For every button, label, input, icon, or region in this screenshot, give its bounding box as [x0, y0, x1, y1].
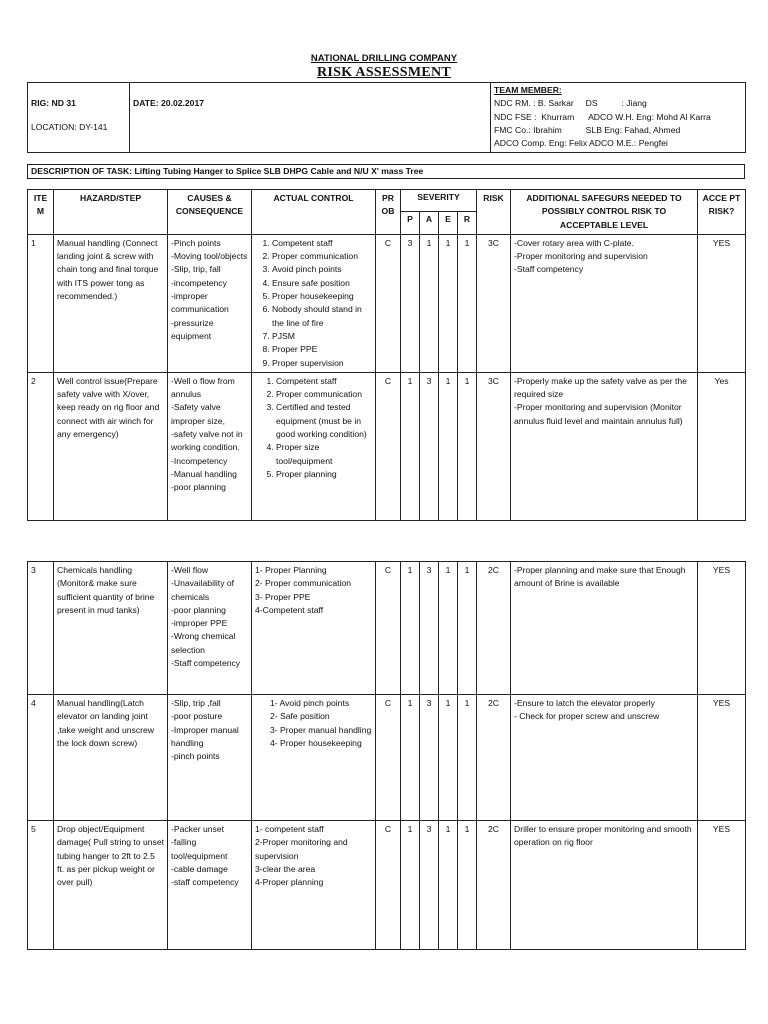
severity-e: 1 — [439, 562, 458, 695]
accept-value: YES — [698, 562, 746, 695]
hazard-step: Manual handling (Connect landing joint & screw with chain tong and final torque with ITS power tong as recommended.) — [54, 234, 168, 372]
causes-cell — [168, 695, 252, 821]
additional-cell — [511, 821, 698, 950]
additional-item: -Ensure to latch the elevator properly — [514, 698, 655, 708]
col-a: A — [420, 212, 439, 234]
severity-a: 3 — [420, 372, 439, 520]
severity-a: 3 — [420, 562, 439, 695]
risk-value: 3C — [477, 234, 511, 372]
table-row — [28, 562, 746, 695]
control-item: 5. Proper housekeeping — [272, 290, 372, 303]
item-number: 2 — [28, 372, 54, 520]
prob-value: C — [376, 821, 401, 950]
cause-item: -Incompetency — [171, 455, 228, 466]
controls-cell — [252, 234, 376, 372]
controls-cell — [252, 821, 376, 950]
col-hazard: HAZARD/STEP — [54, 190, 168, 235]
control-item: 2-Proper monitoring and supervision — [255, 837, 348, 861]
table-row — [28, 372, 746, 520]
cause-item: -Well o flow from annulus — [171, 375, 235, 400]
cause-item: -pinch points — [171, 751, 220, 762]
col-e: E — [439, 212, 458, 234]
cause-item: -Unavailability of chemicals — [171, 578, 235, 602]
control-item: 4-Competent staff — [255, 604, 324, 615]
control-item: 3. Avoid pinch points — [272, 263, 372, 276]
cause-item: -safety valve not in working condition. — [171, 429, 243, 453]
severity-r: 1 — [458, 695, 477, 821]
severity-e: 1 — [439, 821, 458, 950]
col-item: ITE M — [28, 190, 54, 235]
control-item: 6. Nobody should stand in the line of fire — [272, 303, 372, 330]
additional-item: -Staff competency — [514, 264, 584, 275]
cause-item: -Staff competency — [171, 658, 241, 669]
cause-item: -falling tool/equipment — [171, 837, 228, 861]
cause-item: -cable damage — [171, 863, 228, 874]
prob-value: C — [376, 234, 401, 372]
controls-cell — [252, 372, 376, 520]
cause-item: -incompetency — [171, 277, 227, 288]
severity-p: 1 — [401, 821, 420, 950]
item-number: 3 — [28, 562, 54, 695]
cause-item: -pressurize equipment — [171, 317, 214, 341]
additional-item: - Check for proper screw and unscrew — [514, 711, 660, 722]
accept-value: YES — [698, 234, 746, 372]
additional-item: -Proper monitoring and supervision (Monitor annulus fluid level and maintain annulus full) — [514, 402, 683, 426]
severity-e: 1 — [439, 234, 458, 372]
cause-item: -Slip, trip ,fall — [171, 698, 221, 708]
cause-item: -Slip, trip, fall — [171, 264, 221, 275]
col-p: P — [401, 212, 420, 234]
info-left-cell — [28, 83, 130, 153]
additional-item: -Cover rotary area with C-plate. — [514, 237, 634, 248]
hazard-step: Drop object/Equipment damage( Pull string to unset tubing hanger to 2ft to 2.5 ft. as per pickup weight or over pull) — [54, 821, 168, 950]
cause-item: -Packer unset — [171, 824, 225, 834]
causes-cell — [168, 821, 252, 950]
team-member-line: NDC RM. : B. Sarkar DS : Jiang — [494, 98, 647, 109]
cause-item: -Improper manual handling — [171, 724, 239, 748]
team-member-line: ADCO Comp. Eng: Felix ADCO M.E.: Pengfei — [494, 138, 668, 149]
severity-p: 1 — [401, 372, 420, 520]
cause-item: -Moving tool/objects — [171, 251, 248, 262]
prob-value: C — [376, 695, 401, 821]
severity-a: 3 — [420, 695, 439, 821]
prob-value: C — [376, 562, 401, 695]
company-name: NATIONAL DRILLING COMPANY — [310, 53, 458, 64]
additional-cell — [511, 562, 698, 695]
control-item: 4. Proper size tool/equipment — [276, 441, 372, 468]
col-risk: RISK — [477, 190, 511, 235]
risk-value: 2C — [477, 821, 511, 950]
item-number: 5 — [28, 821, 54, 950]
info-date-cell — [130, 83, 491, 153]
cause-item: -improper PPE — [171, 618, 228, 629]
severity-e: 1 — [439, 695, 458, 821]
table-row — [28, 695, 746, 821]
document-title: RISK ASSESSMENT — [316, 65, 452, 80]
controls-cell — [252, 695, 376, 821]
additional-cell — [511, 234, 698, 372]
date-label: DATE: 20.02.2017 — [133, 98, 205, 108]
additional-cell — [511, 372, 698, 520]
cause-item: -poor planning — [171, 482, 226, 493]
control-item: 4. Ensure safe position — [272, 277, 372, 290]
cause-item: -Wrong chemical selection — [171, 631, 236, 655]
team-cell — [491, 83, 746, 153]
severity-a: 1 — [420, 234, 439, 372]
controls-cell — [252, 562, 376, 695]
task-description: DESCRIPTION OF TASK: Lifting Tubing Hanger to Splice SLB DHPG Cable and N/U X' mass Tree — [28, 165, 745, 179]
accept-value: Yes — [698, 372, 746, 520]
control-item: 3-clear the area — [255, 863, 316, 874]
risk-value: 2C — [477, 695, 511, 821]
task-table — [27, 164, 745, 179]
col-control: ACTUAL CONTROL — [252, 190, 376, 235]
control-item: 1. Competent staff — [276, 375, 372, 388]
additional-item: -Proper planning and make sure that Enough amount of Brine is available — [514, 565, 686, 589]
cause-item: -poor posture — [171, 711, 223, 722]
severity-r: 1 — [458, 821, 477, 950]
severity-p: 1 — [401, 562, 420, 695]
hazard-step: Chemicals handling (Monitor& make sure sufficient quantity of brine present in mud tanks) — [54, 562, 168, 695]
cause-item: -poor planning — [171, 604, 226, 615]
causes-cell — [168, 234, 252, 372]
hazard-step: Well control issue(Prepare safety valve with X/over, keep ready on rig floor and connect with air winch for any emergency) — [54, 372, 168, 520]
control-item: 1. Competent staff — [272, 237, 372, 250]
cause-item: -improper communication — [171, 291, 229, 315]
cause-item: -Well flow — [171, 565, 209, 575]
control-item: 1- Proper Planning — [255, 565, 327, 575]
risk-table-part-2 — [27, 561, 746, 950]
cause-item: -Safety valve improper size, — [171, 402, 225, 426]
cause-item: -staff competency — [171, 877, 239, 888]
control-item: 3- Proper PPE — [255, 591, 311, 602]
location-label: LOCATION: DY-141 — [31, 122, 108, 133]
additional-item: -Properly make up the safety valve as per the required size — [514, 375, 687, 400]
causes-cell — [168, 372, 252, 520]
item-number: 4 — [28, 695, 54, 821]
table-row — [28, 821, 746, 950]
col-r: R — [458, 212, 477, 234]
severity-r: 1 — [458, 234, 477, 372]
control-item: 9. Proper supervision — [272, 357, 372, 370]
additional-item: Driller to ensure proper monitoring and smooth operation on rig floor — [514, 824, 692, 848]
control-item: 2. Proper communication — [272, 250, 372, 263]
control-item: 5. Proper planning — [276, 468, 372, 481]
control-item: 1- competent staff — [255, 824, 324, 834]
control-item: 1- Avoid pinch points — [270, 698, 350, 708]
control-item: 2- Safe position — [270, 711, 330, 722]
header-row — [28, 190, 746, 212]
info-table — [27, 82, 746, 153]
accept-value: YES — [698, 695, 746, 821]
control-item: 2. Proper communication — [276, 388, 372, 401]
team-member-line: FMC Co.: Ibrahim SLB Eng: Fahad, Ahmed — [494, 124, 681, 135]
causes-cell — [168, 562, 252, 695]
severity-p: 1 — [401, 695, 420, 821]
additional-cell — [511, 695, 698, 821]
control-item: 3. Certified and tested equipment (must be in good working condition) — [276, 401, 372, 441]
item-number: 1 — [28, 234, 54, 372]
team-member-line: NDC FSE : Khurram ADCO W.H. Eng: Mohd Al Karra — [494, 111, 711, 122]
control-item: 3- Proper manual handling — [270, 724, 372, 735]
prob-value: C — [376, 372, 401, 520]
control-item: 4- Proper housekeeping — [270, 737, 362, 748]
accept-value: YES — [698, 821, 746, 950]
severity-e: 1 — [439, 372, 458, 520]
cause-item: -Manual handling — [171, 468, 237, 479]
control-item: 8. Proper PPE — [272, 343, 372, 356]
team-label: TEAM MEMBER: — [494, 85, 562, 95]
control-item: 7. PJSM — [272, 330, 372, 343]
control-item: 4-Proper planning — [255, 877, 324, 888]
hazard-step: Manual handling(Latch elevator on landing joint ,take weight and unscrew the lock down screw) — [54, 695, 168, 821]
severity-r: 1 — [458, 372, 477, 520]
col-severity: SEVERITY — [401, 190, 477, 212]
col-prob: PR OB — [376, 190, 401, 235]
col-additional: ADDITIONAL SAFEGURS NEEDED TO POSSIBLY CONTROL RISK TO ACCEPTABLE LEVEL — [511, 190, 698, 235]
risk-table-part-1 — [27, 189, 746, 521]
cause-item: -Pinch points — [171, 237, 221, 248]
severity-p: 3 — [401, 234, 420, 372]
severity-a: 3 — [420, 821, 439, 950]
additional-item: -Proper monitoring and supervision — [514, 251, 648, 262]
severity-r: 1 — [458, 562, 477, 695]
risk-value: 2C — [477, 562, 511, 695]
control-item: 2- Proper communication — [255, 578, 352, 589]
rig-label: RIG: ND 31 — [31, 98, 76, 108]
col-causes: CAUSES & CONSEQUENCE — [168, 190, 252, 235]
table-row — [28, 234, 746, 372]
risk-value: 3C — [477, 372, 511, 520]
col-accept: ACCE PT RISK? — [698, 190, 746, 235]
